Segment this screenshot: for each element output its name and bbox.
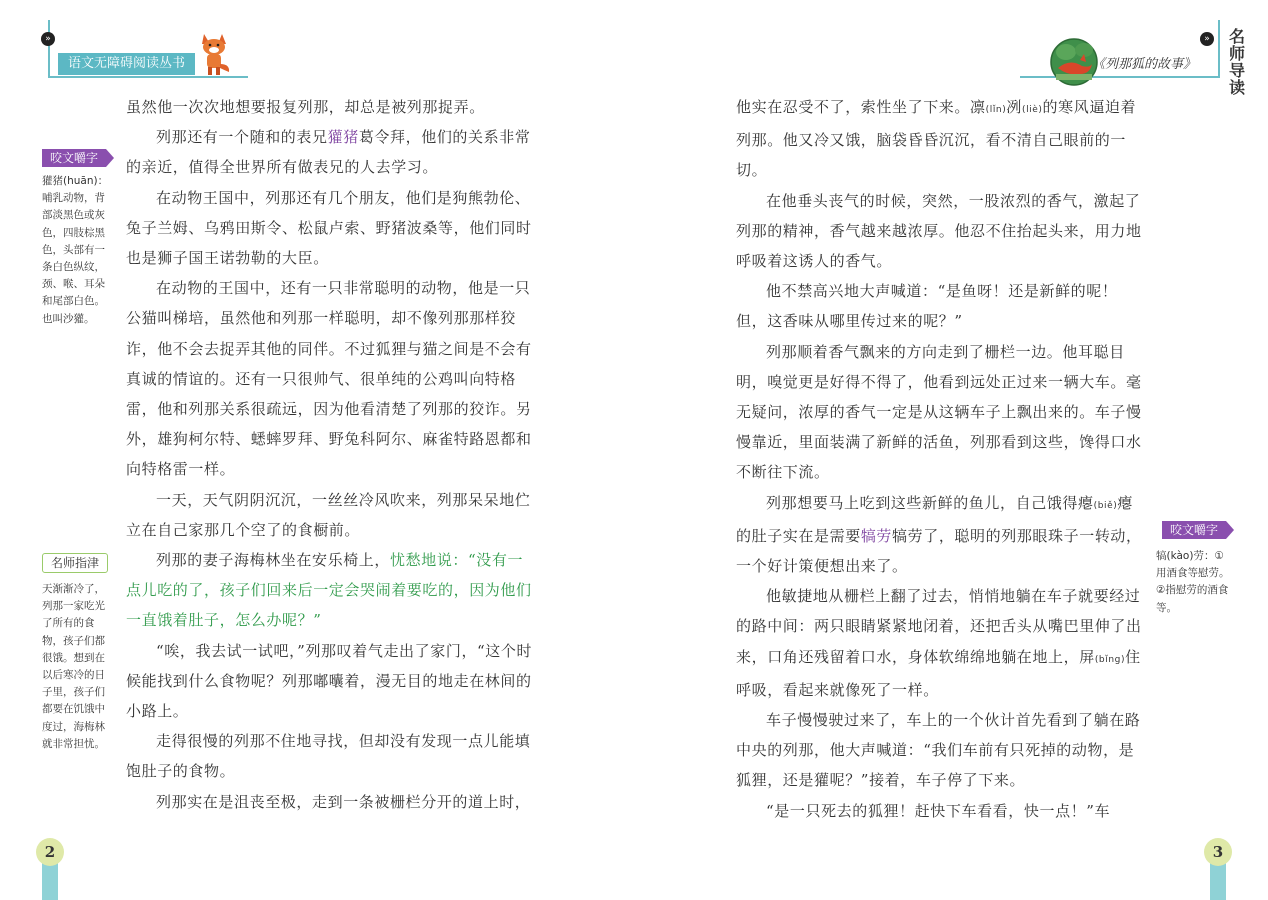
header-rule-left-horizontal [48,76,248,78]
highlighted-quote: 忧愁地说：“没有一点儿吃的了，孩子们回来后一定会哭闹着要吃的，因为他们一直饿着肚子，怎么办呢？” [126,551,532,630]
paragraph: 一天，天气阴阴沉沉，一丝丝冷风吹来，列那呆呆地伫立在自己家那几个空了的食橱前。 [126,490,531,539]
header-rule-right [1213,20,1220,78]
note-vocab-right-text: 犒(kào)劳：①用酒食等慰劳。②指慰劳的酒食等。 [1156,550,1230,614]
paragraph-text: 住呼吸，看起来就像死了一样。 [736,647,1141,699]
guide-label-vertical: 名师导读 [1228,27,1245,97]
paragraph [736,581,1142,705]
paragraph: 在动物的王国中，还有一只非常聪明的动物，他是一只公猫叫梯培，虽然他和列那一样聪明，却不像列那那样狡诈，他不会去捉弄其他的同伴。不过狐狸与猫之间是不会有真诚的情谊的。还有一只很帅气、很单纯的公鸡叫向特格雷，他和列那关系很疏远，因为他看清楚了列那的狡诈。另外，雄狗柯尔特、蟋蟀罗拜、野兔科阿尔、麻雀特路恩都和向特格雷一样。 [126,279,532,479]
paragraph-text: 他敏捷地从栅栏上翻了过去，悄悄地躺在车子就要经过的路中间：两只眼睛紧紧地闭着，还把舌头从嘴巴里伸了出来，口角还残留着口水，身体软绵绵地躺在地上，屏 [736,587,1142,666]
left-page-body [126,92,534,817]
paragraph-text: 在他垂头丧气的时候，突然，一股浓烈的香气，激起了列那的精神，香气越来越浓厚。他忍不住抬起头来，用力地呼吸着这诱人的香气。 [736,191,1142,271]
pinyin-annotation: (lǐn) [985,105,1007,115]
paragraph-text: 冽 [1006,98,1022,116]
paragraph: 列那实在是沮丧至极，走到一条被栅栏分开的道上时， [156,792,531,811]
paragraph-text: 车子慢慢驶过来了，车上的一个伙计首先看到了躺在路中央的列那，他大声喊道：“我们车前有只死掉的动物，是狐狸，还是獾呢？”接着，车子停了下来。 [736,711,1141,790]
note-teacher-guide-text: 天渐渐冷了，列那一家吃光了所有的食物，孩子们都很饿。想到在以后寒冷的日子里，孩子们都要在饥饿中度过，海梅林就非常担忧。 [42,583,105,750]
highlighted-term: 犒劳 [860,526,893,545]
fox-mascot-icon [196,30,232,76]
chevron-right-icon: » [1200,32,1214,46]
paragraph [736,92,1142,186]
paragraph: 虽然他一次次地想要报复列那，却总是被列那捉弄。 [126,98,485,116]
paragraph-text: 他实在忍受不了，索性坐了下来。凛 [736,98,986,116]
book-title: 《列那狐的故事》 [1091,57,1196,72]
pinyin-annotation: (bǐng) [1094,654,1126,665]
pinyin-annotation: (biě) [1093,500,1118,511]
paragraph: 走得很慢的列那不住地寻找，但却没有发现一点儿能填饱肚子的食物。 [126,732,531,781]
paragraph-text: 瘪的肚子实在是需要 [736,493,1133,545]
paragraph-text: 列那还有一个随和的表兄 [156,128,328,147]
paragraph [736,796,1142,826]
paragraph [736,186,1142,277]
note-tag-vocab-right: 咬文嚼字 [1162,521,1226,539]
paragraph-text: 犒劳了，聪明的列那眼珠子一转动，一个好计策便想出来了。 [736,526,1142,576]
paragraph-text: 的寒风逼迫着列那。他又冷又饿，脑袋昏昏沉沉，看不清自己眼前的一切。 [736,98,1137,180]
fox-illustration-icon [1050,38,1098,86]
page-number-right: 3 [1204,838,1232,866]
paragraph-text: 列那顺着香气飘来的方向走到了栅栏一边。他耳聪目明，嗅觉更是好得不得了，他看到远处正过来一辆大车。毫无疑问，浓厚的香气一定是从这辆车子上飘出来的。车子慢慢靠近，里面装满了新鲜的活鱼，列那看到这些，馋得口水不断往下流。 [736,342,1142,482]
paragraph [736,705,1142,796]
paragraph [126,122,534,182]
highlighted-term: 獾猪 [327,128,359,147]
paragraph-text: 他不禁高兴地大声喊道：“是鱼呀！还是新鲜的呢！但，这香味从哪里传过来的呢？” [736,282,1118,331]
right-page-body [736,92,1142,826]
header-rule-left [48,20,55,78]
page-number-left: 2 [36,838,64,866]
paragraph-text: “是一只死去的狐狸！赶快下车看看，快一点！”车 [766,801,1111,820]
paragraph-text: 列那想要马上吃到这些新鲜的鱼儿，自己饿得瘪 [766,493,1094,512]
note-tag-teacher-guide: 名师指津 [42,553,108,573]
note-vocab-left-text: 獾猪(huān)：哺乳动物，背部淡黑色或灰色，四肢棕黑色，头部有一条白色纵纹，颈、喉、耳朵和尾部白色。也叫沙獾。 [42,175,109,325]
chevron-left-icon: » [41,32,55,46]
pinyin-annotation: (liè) [1021,105,1043,115]
series-title-badge: 语文无障碍阅读丛书 [58,53,195,75]
paragraph-text: 葛令拜，他们的关系非常的亲近，值得全世界所有做表兄的人去学习。 [126,128,531,177]
paragraph [736,337,1142,488]
paragraph-text: 列那的妻子海梅林坐在安乐椅上， [156,551,391,570]
note-tag-vocab-left: 咬文嚼字 [42,149,106,167]
paragraph: “唉，我去试一试吧，”列那叹着气走出了家门，“这个时候能找到什么食物呢？列那嘟囔着，漫无目的地走在林间的小路上。 [126,641,533,721]
paragraph [736,488,1142,582]
paragraph [126,545,534,636]
paragraph: 在动物王国中，列那还有几个朋友，他们是狗熊勃伦、兔子兰姆、乌鸦田斯令、松鼠卢索、野猪波桑等，他们同时也是狮子国王诺勃勒的大臣。 [126,188,532,268]
paragraph [736,276,1142,336]
